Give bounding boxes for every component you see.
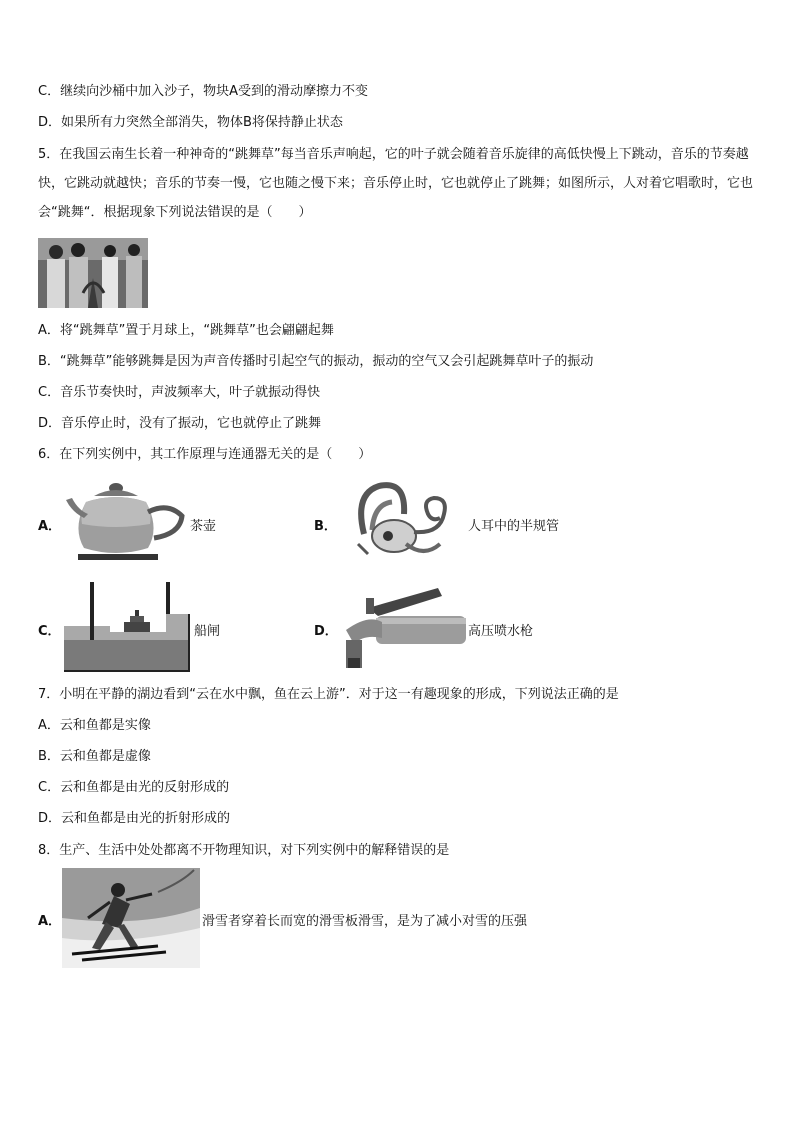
q8-option-a-caption: 滑雪者穿着长而宽的滑雪板滑雪，是为了减小对雪的压强: [202, 914, 528, 929]
q6-option-b-letter: B．: [314, 519, 337, 534]
semicircular-canal-image: [344, 474, 468, 566]
dancing-grass-photo: [38, 238, 148, 308]
q5-option-a: A．将“跳舞草”置于月球上，“跳舞草”也会翩翩起舞: [38, 323, 334, 338]
q6-option-d-caption: 高压喷水枪: [468, 624, 534, 639]
q7-option-c: C．云和鱼都是由光的反射形成的: [38, 780, 230, 795]
q8-stem: 8．生产、生活中处处都离不开物理知识，对下列实例中的解释错误的是: [38, 843, 450, 858]
q5-stem: 5．在我国云南生长着一种神奇的“跳舞草”每当音乐声响起，它的叶子就会随着音乐旋律的高低快慢上下跳动，音乐的节奏越快，它跳动就越快；音乐的节奏一慢，它也随之慢下来；音乐停止时，它也就停止了跳舞；如图所示，人对着它唱歌时，它也会“跳舞“．根据现象下列说法错误的是（ ）: [38, 147, 754, 220]
q5-option-b: B．“跳舞草”能够跳舞是因为声音传播时引起空气的振动，振动的空气又会引起跳舞草叶子的振动: [38, 354, 594, 369]
q6-option-b-caption: 人耳中的半规管: [468, 519, 560, 534]
q6-option-a-caption: 茶壶: [190, 519, 217, 534]
q8-option-a-letter: A．: [38, 914, 62, 929]
q4-option-c: C．继续向沙桶中加入沙子，物块A受到的滑动摩擦力不变: [38, 84, 368, 99]
q5-option-d: D．音乐停止时，没有了振动，它也就停止了跳舞: [38, 416, 322, 431]
q7-stem: 7．小明在平静的湖边看到“云在水中飘，鱼在云上游”．对于这一有趣现象的形成，下列说法正确的是: [38, 687, 619, 702]
q7-option-b: B．云和鱼都是虚像: [38, 749, 151, 764]
q7-option-d: D．云和鱼都是由光的折射形成的: [38, 811, 231, 826]
teapot-image: [64, 478, 190, 570]
q6-option-c-caption: 船闸: [194, 624, 221, 639]
ship-lock-image: [64, 580, 190, 672]
water-gun-image: [338, 578, 468, 674]
q6-stem: 6．在下列实例中，其工作原理与连通器无关的是（ ）: [38, 447, 372, 462]
skier-image: [62, 868, 200, 968]
q5-option-c: C．音乐节奏快时，声波频率大，叶子就振动得快: [38, 385, 321, 400]
q6-option-a-letter: A．: [38, 519, 62, 534]
q6-option-c-letter: C．: [38, 624, 61, 639]
q7-option-a: A．云和鱼都是实像: [38, 718, 151, 733]
q4-option-d: D．如果所有力突然全部消失，物体B将保持静止状态: [38, 115, 343, 130]
q6-option-d-letter: D．: [314, 624, 338, 639]
